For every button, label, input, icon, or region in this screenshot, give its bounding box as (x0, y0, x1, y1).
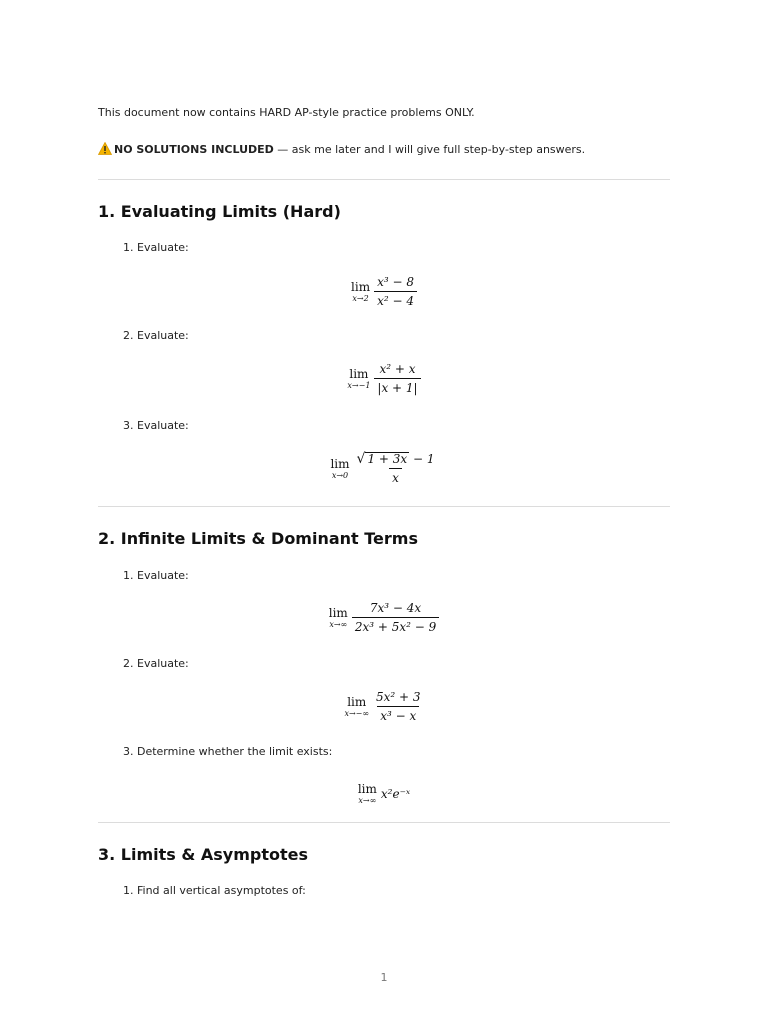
lim-word: lim (330, 456, 350, 471)
denominator: |x + 1| (374, 378, 420, 395)
sqrt-symbol: √ 1 + 3x (356, 451, 408, 467)
section-title: 2. Infinite Limits & Dominant Terms (98, 529, 418, 548)
problem-label: 3. Determine whether the limit exists: (123, 745, 333, 758)
numerator-tail: − 1 (409, 452, 435, 466)
math-problem (98, 275, 670, 308)
denominator: 2x³ + 5x² − 9 (352, 617, 439, 634)
divider (98, 822, 670, 823)
warning-bold: NO SOLUTIONS INCLUDED (114, 143, 274, 156)
denominator: x² − 4 (374, 291, 417, 308)
math-problem (98, 601, 670, 634)
section-title: 1. Evaluating Limits (Hard) (98, 202, 341, 221)
lim-word: lim (357, 782, 377, 796)
problem-label: 1. Evaluate: (123, 569, 189, 582)
lim-sub: x→∞ (358, 796, 377, 805)
numerator (354, 452, 438, 468)
warning-line (98, 142, 585, 156)
problem-label: 2. Evaluate: (123, 657, 189, 670)
denominator: x³ − x (377, 706, 419, 723)
problem-label: 3. Evaluate: (123, 419, 189, 432)
problem-label: 1. Find all vertical asymptotes of: (123, 884, 306, 897)
numerator: 7x³ − 4x (369, 601, 422, 615)
warning-rest: — ask me later and I will give full step-by-step answers. (273, 143, 586, 156)
lim-word: lim (328, 605, 348, 620)
problem-label: 2. Evaluate: (123, 329, 189, 342)
lim-word: lim (347, 694, 367, 709)
math-problem (98, 362, 670, 395)
intro-text: This document now contains HARD AP-style practice problems ONLY. (98, 106, 475, 119)
lim-sub: x→0 (331, 470, 349, 480)
lim-sub: x→2 (352, 293, 369, 303)
lim-sub: x→∞ (329, 619, 348, 629)
expression: x²e⁻ˣ (380, 787, 411, 801)
lim-sub: x→−∞ (344, 708, 370, 718)
math-problem (98, 690, 670, 723)
lim-word: lim (351, 279, 371, 294)
warning-icon (98, 142, 112, 155)
divider (98, 506, 670, 507)
radicand: 1 + 3x (367, 452, 408, 466)
math-problem (98, 452, 670, 485)
divider (98, 179, 670, 180)
lim-sub: x→−1 (347, 380, 371, 390)
section-title: 3. Limits & Asymptotes (98, 845, 309, 864)
numerator: 5x² + 3 (376, 690, 421, 704)
page-number: 1 (380, 971, 388, 984)
lim-word: lim (349, 366, 369, 381)
problem-label: 1. Evaluate: (123, 241, 189, 254)
numerator: x² + x (379, 362, 416, 376)
numerator: x³ − 8 (377, 275, 414, 289)
denominator: x (389, 468, 402, 485)
math-problem (98, 778, 670, 805)
